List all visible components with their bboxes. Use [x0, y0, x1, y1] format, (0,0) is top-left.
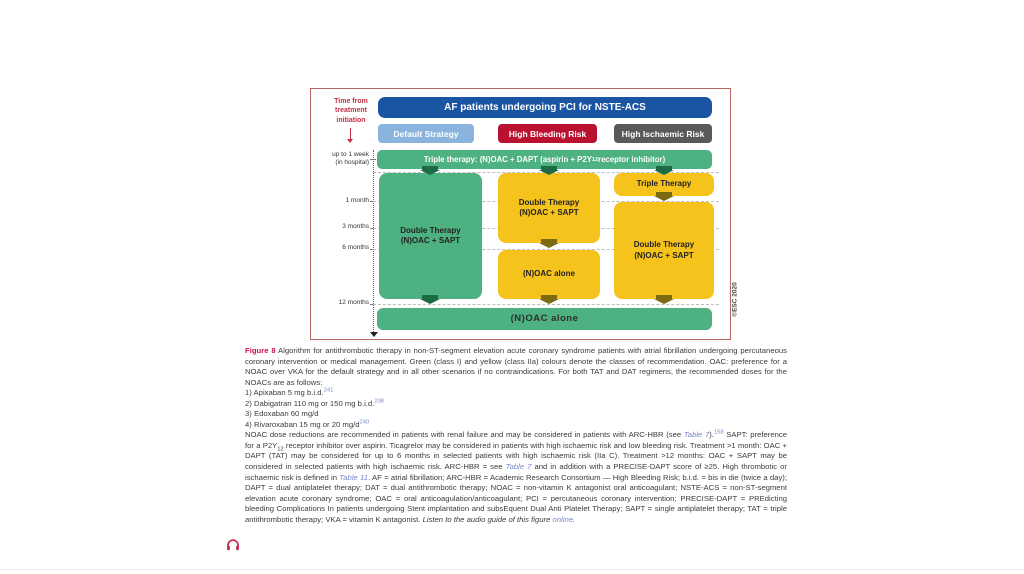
triple-therapy-text: Triple therapy: (N)OAC + DAPT (aspirin + P2Y	[423, 155, 592, 164]
caption-link[interactable]: Table 11	[339, 472, 369, 482]
arrow-down-icon	[654, 295, 674, 304]
caption-text: 1) Apixaban 5 mg b.i.d.	[245, 388, 324, 398]
time-axis-title-arrow	[350, 128, 351, 139]
caption-list-item	[245, 399, 787, 410]
caption-text: receptor inhibitor over aspirin. Ticagrelor may be considered in patients with high ischaemic risk and low bleeding risk. Treatment >1 month: OAC + DAPT (TAT) may be considered for up to 6 months in selected patients with high ischaemic risk (IIa C). Treatment >12 months: OAC + SAPT may be considered in selected patients with high ischaemic risk. ARC-HBR = see	[245, 440, 787, 472]
figure-label: Figure 8	[245, 346, 276, 355]
caption-text: 2) Dabigatran 110 mg or 150 mg b.i.d.	[245, 398, 375, 408]
time-label-1week: up to 1 week	[332, 151, 369, 158]
arrow-down-icon	[539, 166, 559, 175]
caption-text: SAPT: preference for a P2Y	[245, 430, 787, 450]
timeline-tick	[370, 159, 376, 160]
p2y12-subscript: 12	[591, 156, 599, 163]
time-label-3months: 3 months	[342, 223, 369, 230]
caption-text: and in addition with a PRECISE-DAPT score of ≥25. High thrombotic or ischaemic risk is defined in	[245, 462, 787, 482]
box-text: (N)OAC + SAPT	[634, 250, 694, 260]
caption-list-item	[245, 409, 787, 420]
box-text: (N)OAC + SAPT	[519, 208, 579, 217]
reference-superscript[interactable]: 238	[374, 398, 385, 405]
caption-text: Algorithm for antithrombotic therapy in non-ST-segment elevation acute coronary syndrome patients with atrial fibrillation undergoing percutaneous coronary intervention or medical management. Green (class I) and yellow (class IIa) colours denote the classes of recommendation. OAC: preference for a NOAC over VKA for the default strategy and in all other scenarios if no contraindications. For both TAT and DAT regimens, the recommended doses for the NOACs are as follows:	[245, 346, 787, 387]
caption-text: NOAC dose reductions are recommended in patients with renal failure and may be considered in patients with ARC-HBR (see	[245, 430, 684, 440]
arrow-down-icon	[539, 295, 559, 304]
caption-link[interactable]: Table 7	[683, 430, 710, 440]
arrow-down-icon	[347, 139, 353, 143]
page-bottom-divider	[0, 569, 1024, 570]
timeline-arrowhead-icon	[370, 332, 378, 337]
esc-copyright: ©ESC 2020	[731, 282, 739, 317]
caption-paragraph-2	[245, 430, 787, 525]
caption-text: 4) Rivaroxaban 15 mg or 20 mg/d	[245, 419, 360, 429]
time-axis-title	[319, 97, 383, 125]
algorithm-figure	[310, 88, 731, 340]
box-text: Double Therapy	[518, 197, 580, 207]
strategy-high-bleeding-risk: High Bleeding Risk	[498, 124, 597, 143]
triple-therapy-text-end: receptor inhibitor)	[598, 155, 666, 164]
caption-text: 3) Edoxaban 60 mg/d	[245, 409, 319, 419]
time-label-1month: 1 month	[345, 197, 369, 204]
caption-link[interactable]: Table 7	[505, 462, 532, 472]
caption-link[interactable]: online	[552, 514, 574, 524]
figure-caption	[245, 346, 787, 525]
audio-guide-icon[interactable]	[225, 537, 241, 552]
box-hir-double-therapy	[614, 202, 714, 299]
arrow-down-icon	[654, 166, 674, 175]
arrow-down-icon	[654, 192, 674, 201]
caption-text: ).	[709, 430, 714, 440]
arrow-down-icon	[539, 239, 559, 248]
box-text: Double Therapy	[400, 225, 461, 235]
box-default-double-therapy	[379, 173, 482, 299]
arrow-down-icon	[420, 295, 440, 304]
figure-header-bar: AF patients undergoing PCI for NSTE-ACS	[378, 97, 712, 118]
time-axis-title-line: treatment	[335, 107, 367, 115]
time-label-6months: 6 months	[342, 244, 369, 251]
caption-paragraph-1	[245, 346, 787, 388]
caption-text: .	[573, 514, 576, 524]
reference-superscript[interactable]: 158	[713, 429, 724, 436]
time-label-1week-sub: (in hospital)	[335, 159, 369, 166]
caption-text: . AF = atrial fibrillation; ARC-HBR = Academic Research Consortium — High Bleeding Risk; b.i.d. = bis in die (twice a day); DAPT = dual antiplatelet therapy; DAT = dual antithrombotic therapy; NOAC = non-vitamin K antagonist oral anticoagulant; NSTE-ACS = non-ST-segment elevation acute coronary syndrome; OAC = oral anticoagulation/anticoagulant; PCI = percutaneous coronary intervention; PRECISE-DAPT = PREdicting bleeding Complications In patients undergoing Stent implantation and subsEquent Dual Anti Platelet Therapy; SAPT = single antiplatelet therapy; TAT = triple antithrombotic therapy; VKA = vitamin K antagonist.	[245, 472, 787, 524]
box-text: Double Therapy	[633, 240, 695, 250]
dashed-line-12months	[373, 304, 719, 305]
caption-text: Listen to the audio guide of this figure	[422, 514, 553, 524]
box-noac-alone-final: (N)OAC alone	[377, 308, 712, 330]
strategy-high-ischaemic-risk: High Ischaemic Risk	[614, 124, 712, 143]
box-text: (N)OAC + SAPT	[400, 236, 461, 245]
box-hir-triple-therapy: Triple Therapy	[614, 173, 714, 196]
strategy-default: Default Strategy	[378, 124, 474, 143]
caption-list-item	[245, 420, 787, 431]
box-hbr-noac-alone: (N)OAC alone	[498, 250, 600, 299]
time-axis-title-line: initiation	[336, 116, 366, 124]
reference-superscript[interactable]: 241	[323, 387, 334, 394]
time-axis-title-line: Time from	[334, 98, 368, 105]
caption-text: 12	[277, 446, 284, 453]
time-label-12months: 12 months	[338, 299, 369, 306]
reference-superscript[interactable]: 240	[359, 419, 370, 426]
box-hbr-double-therapy	[498, 173, 600, 243]
caption-list-item	[245, 388, 787, 399]
arrow-down-icon	[420, 166, 440, 175]
